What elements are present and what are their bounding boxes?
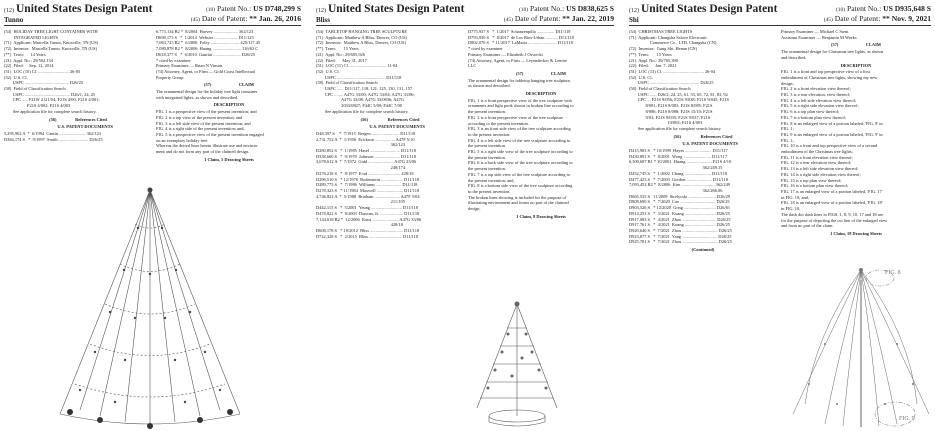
text-line: D478,822 S * 8/2003 Duncan, Jr. ..................... D11/118	[316, 210, 420, 216]
text-line: FIG. 18 is an enlarged view of a portion labeled, 'FIG. 18'	[781, 200, 883, 206]
text-line: D278,323 S * 11/1984 Maxwell ........................ D11/118	[316, 187, 420, 193]
text-line: 10/063; F21S 4/003	[629, 120, 703, 126]
text-line: FIG. 13 is a left side elevation view thereof;	[781, 166, 859, 172]
text-line: 7,144,618 B2 * 12/2006 Ernst ........................ A47G 33/06	[316, 216, 422, 222]
text-line: FIG. 1 is a perspective view of the present invention; and	[156, 109, 257, 115]
patent-number	[519, 4, 614, 13]
text-line: (22) Filed: May 31, 2017	[316, 57, 367, 63]
date-label: Date of Patent:	[514, 14, 561, 23]
text-line: (57) CLAIM	[516, 70, 566, 76]
date-code: (45)	[190, 17, 200, 23]
text-line: U.S. PATENT DOCUMENTS	[668, 141, 738, 147]
light-strings	[793, 270, 929, 427]
text-line: 5,295,902 A * 6/1994 Cantin ........................ 362/123	[4, 130, 101, 136]
text-line: to the present invention.	[468, 188, 511, 194]
text-line: D698,175 S * 1/2014 Webster ..................... D11/125	[156, 34, 254, 40]
text-line: (54) HOLIDAY TREE LIGHT CONTAINER WITH	[4, 29, 98, 34]
text-line: D793,930 S * 8/2017 de Los Rios-Urban ........... D11/118	[468, 34, 574, 40]
text-line: DESCRIPTION	[213, 102, 245, 108]
text-line: D775,937 S * 1/2017 Schanzenpilla ................ D11/118	[468, 29, 571, 34]
text-line: 428/18	[316, 222, 403, 228]
text-line: D903,526 S * 12/2020 Gong ............................. D26/61	[629, 205, 731, 211]
date-stars: **	[562, 14, 570, 23]
text-line: (52) U.S. Cl.	[316, 68, 340, 74]
text-line: (72) Inventor: Gang Shi, Henan (CN)	[629, 46, 698, 52]
title-text: United States Design Patent	[328, 3, 465, 15]
text-line: D917,083 S * 4/2021 Zhao ............................... D26/25	[629, 216, 731, 222]
text-line: FIG. 8 is a bottom side view of the tree sculpture according	[468, 183, 573, 189]
text-line: 362/249.15	[629, 165, 723, 171]
text-line: (74) Attorney, Agent, or Firm — Gold Coast Intellectual	[156, 68, 255, 74]
number-value: US D838,625 S	[566, 4, 614, 13]
patent-number	[206, 4, 301, 13]
text-line: (21) Appl. No.: 29/765,390	[629, 57, 678, 63]
text-line: 362/123	[316, 142, 406, 148]
text-line: as shown and described.	[468, 83, 511, 89]
text-line: See application file for complete search history.	[629, 125, 722, 131]
text-line: The ornamental design for Christmas tree lights, as shown	[781, 49, 884, 55]
text-line: 7,063,725 B2 * 6/2006 Foley .......................... 425/117.45	[156, 40, 261, 46]
text-line: (72) Inventor: Marcella Tunno, Knoxville, TN (US)	[4, 46, 98, 52]
text-line: 4,746,822 A * 5/1988 Bratham ....................... A47F 5/04	[316, 193, 420, 199]
text-line: USPC ............................................. D26/25	[629, 80, 714, 86]
text-line: D48,397 S * 7/1915 Bergen ......................... D11/118	[316, 130, 416, 136]
text-line: D442,115 S * 5/2001 Yeung ............................ D11/118	[316, 205, 418, 211]
text-line: USPC ........................................ D26/25	[4, 80, 84, 86]
date-value: Jan. 26, 2016	[258, 14, 301, 23]
text-line: (52) U.S. Cl.	[4, 74, 28, 80]
text-line: (71) Applicant: Changsha Sslove Electronic	[629, 34, 708, 40]
text-line: FIG. 17 is an enlarged view of a portion labeled, 'FIG. 17'	[781, 188, 883, 194]
date-label: Date of Patent:	[834, 14, 881, 23]
title-code: (12)	[629, 8, 639, 14]
text-line: * cited by examiner	[468, 46, 503, 52]
text-line: (51) LOC (10) Cl. ............................ 26-05	[4, 68, 81, 74]
patent-header	[4, 3, 301, 26]
text-line: The ornamental design for the holiday tree light container	[156, 89, 258, 95]
text-line: D384,174 S * 9/1997 Smith ........................... D26/25	[4, 136, 103, 142]
text-line: 2033/0827; F44C 5/00; F44C 7/00	[316, 103, 402, 109]
text-line: D920,640 S * 7/2021 Zhou ................................ D26/25	[629, 227, 732, 233]
inventor-surname: Shi	[629, 16, 639, 24]
text-line: (58) Field of Classification Search	[4, 86, 66, 92]
text-line: FIG. 7 is a top side view of the tree sculpture according to	[468, 171, 571, 177]
text-line: D276,218 S * 8/1977 Ford ............................. 428/18	[316, 170, 414, 176]
text-line: (**) Term: 15 Years	[316, 46, 359, 52]
text-line: 248/174	[316, 165, 406, 171]
number-label: Patent No.:	[217, 4, 252, 13]
patent-title	[629, 3, 777, 15]
text-line: (71) Applicant: Marcella Tunno, Knoxville, TN (US)	[4, 40, 99, 46]
text-line: FIG. 12 is a rear elevation view thereof;	[781, 160, 852, 166]
text-line: FIG. 1;	[781, 126, 794, 132]
text-line: and form no part of the claim.	[781, 223, 834, 229]
text-line: See application file for complete search history.	[316, 108, 409, 114]
text-line: (22) Filed: Jan. 7, 2021	[629, 63, 677, 69]
text-line: USPC ...... D26/2, 24, 25, 61, 53, 65, 72, 81, 83, 92	[629, 91, 728, 97]
text-line: D802,076 S * 11/2017 LaMaria .......................... D11/118	[468, 40, 573, 46]
text-line: FIG. 9 is an enlarged view of a portion labeled, 'FIG. 9' in	[781, 131, 883, 137]
text-line: The ornamental design for tabletop hanging tree sculpture,	[468, 77, 571, 83]
text-line: CPC ..... F21W 2121/04; F21S 4/00; F21S 4/001;	[4, 97, 100, 103]
number-value: US D935,648 S	[883, 4, 931, 13]
text-line: embodiment of Christmas tree lights, showing my new	[781, 74, 878, 80]
text-line: FIG. 2 is a front elevation view thereof;	[781, 86, 851, 92]
text-line: FIG. 10 is a front and top perspective view of a second	[781, 143, 878, 149]
text-line: design.	[468, 206, 481, 212]
text-line: 6,773,134 B2 * 8/2004 Harvey ...................... 362/123	[156, 29, 254, 34]
date-stars: **	[882, 14, 890, 23]
fig-8-label: FIG. 8	[885, 270, 901, 276]
number-code: (10)	[835, 7, 846, 13]
text-line: (74) Attorney, Agent, or Firm — Leyendecker & Lemire	[468, 57, 568, 63]
text-line: D914,253 S * 3/2021 Kuang ............................ D26/25	[629, 210, 730, 216]
text-line: embodiment of the Christmas tree lights;	[781, 149, 853, 155]
patent-page-tunno	[0, 0, 305, 431]
text-line: FIG. 8 is an enlarged view of a portion labeled, 'FIG. 8' in	[781, 120, 883, 126]
text-line: D452,745 S * 1/2002 Chang ........................ D11/118	[629, 170, 728, 176]
text-line: (72) Inventor: Matthew A Bliss, Denver, CO (US)	[316, 40, 406, 46]
text-line: (22) Filed: Sep. 12, 2014	[4, 63, 54, 69]
text-line: (52) U.S. Cl.	[629, 74, 653, 80]
text-line: (21) Appl. No.: 29/605,926	[316, 51, 365, 57]
patent-left-column	[629, 29, 777, 254]
text-line: USPC ............................................ D11/118	[316, 74, 402, 80]
text-line: FIG. 5 is a right side view of the tree sculpture according to	[468, 149, 573, 155]
text-line: 1 Claim, 8 Drawing Sheets	[516, 213, 566, 219]
number-code: (10)	[205, 7, 216, 13]
text-line: FIG. 4 is a left side view of the tree sculpture according to	[468, 137, 571, 143]
patent-header	[629, 3, 931, 26]
text-line: A47G 33/08; A47G 33/0836; A47G	[316, 97, 404, 103]
text-line: D917,761 S * 4/2021 Kuang ............................ D26/25	[629, 222, 730, 228]
text-line: D618,377 S * 6/2010 Gauriat ......................... D26/25	[156, 51, 256, 57]
text-line: 1 Claim, 5 Drawing Sheets	[204, 156, 254, 162]
text-line: D415,983 S * 10/1999 Hayes ........................ D11/117	[629, 148, 728, 154]
text-line: 211/105	[316, 199, 405, 205]
date-stars: **	[249, 14, 257, 23]
patent-page-shi	[625, 0, 935, 431]
text-line: (56) References Cited	[49, 116, 107, 122]
date-label: Date of Patent:	[201, 14, 248, 23]
text-line: with integrated lights, as shown and described.	[156, 94, 239, 100]
text-line: 9/03; F21S 9/035; F21S 9/037; F21S	[629, 114, 711, 120]
tree-sculpture-drawing	[462, 298, 572, 431]
text-line: in FIG. 10.	[781, 206, 801, 212]
inventor-surname: Tunno	[4, 16, 24, 24]
text-line: FIG. 3 is an front side view of the tree sculpture according	[468, 126, 571, 132]
text-line: Assistant Examiner — Benjamin M Weeks	[781, 34, 857, 40]
tree-outline	[60, 190, 240, 424]
text-line: FIG. 3 is a rear elevation, view thereof;	[781, 92, 851, 98]
patent-date	[824, 14, 931, 23]
text-line: illustrating environment and forms no part of the claimed	[468, 200, 569, 206]
text-line: CPC ... F21S 9/056; F21S 9/038; F21S 9/045; F21S	[629, 97, 729, 103]
text-line: (**) Term: 15 Years	[629, 51, 672, 57]
text-line: (58) Field of Classification Search	[316, 80, 378, 86]
patent-number	[836, 4, 931, 13]
text-line: D722,328 S * 2/2015 Bliss .............................. D11/118	[316, 233, 419, 239]
inventor-surname: Bliss	[316, 16, 331, 24]
text-line: (51) LOC (13) Cl. ..................................... 26-04	[629, 68, 716, 74]
text-line: Primary Examiner — Brian N Vinson	[156, 63, 223, 69]
text-line: D430,891 S * 8/2001 Wong ......................... D11/117	[629, 153, 728, 159]
text-line: in FIG. 10; and,	[781, 194, 809, 200]
text-line: (21) Appl. No.: 29/502,134	[4, 57, 53, 63]
patent-title	[4, 3, 152, 15]
patent-right-column	[156, 29, 302, 163]
text-line: FIG. 14 is a right side elevation view thereof;	[781, 171, 861, 177]
date-value: Nov. 9, 2021	[891, 14, 931, 23]
text-line: FIG. 4 is a left side elevation view thereof;	[781, 97, 857, 103]
text-line: (54) CHRISTMAS TREE LIGHTS	[629, 29, 693, 34]
patent-date	[504, 14, 614, 23]
text-line: for the purpose of depicting the cut line of the enlarged view	[781, 217, 888, 223]
text-line: D923,877 S * 7/2021 Yang ................................ D26/25	[629, 233, 732, 239]
text-line: to the present invention.	[468, 131, 511, 137]
text-line: 2,731,752 A * 1/1956 Erickson .................. A47F 5/10	[316, 136, 415, 142]
text-line: ornaments and light pook shown in broken line according to	[468, 103, 574, 109]
text-line: 362/266.06	[629, 187, 723, 193]
text-line: 7,093,452 B2 * 8/2006 Kim .............................. 362/249	[629, 182, 730, 188]
text-line: FIG. 1 is a front perspective view of the tree sculpture with	[468, 97, 572, 103]
text-line: Primary Examiner — Elizabeth J Oswecki	[468, 51, 543, 57]
text-line: D289,775 S * 7/1986 Williams ....................... D11/118	[316, 182, 418, 188]
text-line: FIG. 6 is a top plan view thereof;	[781, 109, 840, 115]
text-line: the present invention.	[468, 154, 506, 160]
patent-left-column	[316, 29, 464, 239]
text-line: * cited by examiner	[156, 57, 191, 63]
text-line: (57) CLAIM	[204, 82, 254, 88]
text-line: FIG. 5 is a perspective view of the present invention engaged	[156, 131, 264, 137]
text-line: (56) References Cited	[673, 133, 733, 139]
text-line: according to the present invention.	[468, 120, 529, 126]
text-line: D280,852 S * 1/1985 Hasel ........................... D11/118	[316, 148, 416, 154]
text-line: Whereas the dotted lines herein illustrate use and environ-	[156, 143, 259, 149]
date-value: Jan. 22, 2019	[571, 14, 614, 23]
title-text: United States Design Patent	[641, 3, 778, 15]
text-line: D296,510 S * 12/1978 Bodenstein .................... D11/118	[316, 176, 420, 182]
text-line: (58) Field of Classification Search	[629, 86, 691, 92]
fig-9-label: FIG. 9	[899, 416, 915, 422]
text-line: INTEGRATED LIGHTS	[4, 34, 58, 40]
text-line: U.S. PATENT DOCUMENTS	[355, 124, 425, 130]
text-line: DESCRIPTION	[525, 91, 557, 97]
text-line: 8/086; F21S 8/088; F21S 15/10; F21S	[629, 108, 713, 114]
cut-lines	[866, 270, 915, 426]
text-line: DESCRIPTION	[840, 62, 872, 68]
text-line: FIG. 5 is a right side elevation view thereof;	[781, 103, 859, 109]
text-line: (**) Term: 14 Years	[4, 51, 46, 57]
text-line: (Continued)	[691, 247, 715, 253]
number-value: US D748,299 S	[253, 4, 301, 13]
text-line: FIG. 4 is a right side of the present invention; and,	[156, 126, 245, 132]
text-line: design;	[781, 80, 794, 86]
sculpture-outline	[477, 304, 557, 426]
text-line: (71) Applicant: Matthew A Bliss, Denver, CO (US)	[316, 34, 408, 40]
text-line: D665,535 S 11/2009 Strelycski ......................... D26/29	[629, 193, 731, 199]
text-line: FIG. 1 is a front and top perspective view of a first	[781, 69, 871, 75]
text-line: the present invention.	[468, 109, 506, 115]
patent-date	[191, 14, 301, 23]
patent-right-column	[781, 29, 931, 238]
text-line: USPC ...... D11/117, 118, 121, 125, 130, 131, 157	[316, 86, 413, 92]
text-line: Primary Examiner — Michael C Stent	[781, 29, 849, 34]
text-line: Commerce Co., LTD, Changsha (CN)	[629, 40, 717, 46]
text-line: 3,678,612 A * 7/1972 Gidd ....................... A47G 33/06	[316, 159, 417, 165]
number-label: Patent No.:	[847, 4, 882, 13]
patent-page-bliss	[312, 0, 618, 431]
text-line: Property Group	[156, 74, 184, 80]
text-line: D925,781 S * 7/2021 Zhou ................................ D26/25	[629, 239, 732, 245]
text-line: See application file for complete search history.	[4, 108, 97, 114]
text-line: CPC ........ A47G 33/00; A47G 33/04; A47G 33/06;	[316, 91, 415, 97]
text-line: FIG. 15 is a top plan view thereof;	[781, 177, 842, 183]
text-line: D338,660 S * 9/1970 Johnson ....................... D11/118	[316, 153, 416, 159]
text-line: FIG. 2 is a top view of the present invention; and	[156, 114, 243, 120]
text-line: (51) LOC (11) Cl. ................................. 11-04	[316, 63, 398, 69]
text-line: FIG. 11 is a front elevation view thereof;	[781, 154, 853, 160]
text-line: the present invention.	[468, 143, 506, 149]
text-line: 8/081; F21S 8/083; F21S 8/085; F21S	[629, 103, 713, 109]
text-line: ment and do not form any part of the claimed design.	[156, 149, 250, 155]
text-line: FIG. 1;	[781, 137, 794, 143]
text-line: on an exemplary holiday tree.	[156, 137, 209, 143]
patent-header	[316, 3, 614, 26]
text-line: (54) TABLETOP HANGING TREE SCULPTURE	[316, 29, 408, 34]
text-line: FIG. 6 is a back side view of the tree sculpture according to	[468, 160, 573, 166]
title-text: United States Design Patent	[16, 3, 153, 15]
text-line: U.S. PATENT DOCUMENTS	[43, 124, 113, 130]
text-line: F21S 4/002; F21S 4/003	[4, 103, 71, 109]
text-line: LLC	[468, 63, 477, 69]
date-code: (45)	[503, 17, 513, 23]
number-code: (10)	[518, 7, 529, 13]
date-code: (45)	[823, 17, 833, 23]
text-line: The dash dot dash lines in FIGS. 1, 8, 9, 10, 17 and 18 are	[781, 211, 884, 217]
text-line: FIG. 7 is a bottom plan view thereof;	[781, 114, 847, 120]
text-line: USPC ......................................... D26/1, 24, 25	[4, 91, 96, 97]
text-line: D608,178 S * 10/2012 Bliss .............................. D11/118	[316, 227, 420, 233]
text-line: 7,080,878 B2 * 8/2006 Huang .......................... 116/63 C	[156, 46, 259, 52]
title-code: (12)	[316, 8, 326, 14]
text-line: FIG. 3 is a left side view of the present invention; and	[156, 120, 251, 126]
text-line: 1 Claim, 18 Drawing Sheets	[830, 230, 882, 236]
patent-left-column	[4, 29, 152, 142]
christmas-tree-lights-drawing	[785, 264, 933, 431]
text-line: FIG. 2 is a front perspective view of the tree sculpture	[468, 114, 563, 120]
patent-right-column	[468, 29, 614, 221]
text-line: D477,425 S * 7/2003 Gordon ....................... D11/118	[629, 176, 728, 182]
text-line: (57) CLAIM	[831, 42, 881, 48]
text-line: FIG. 16 is a bottom plan view thereof;	[781, 183, 849, 189]
tree-light-container-drawing	[40, 184, 270, 431]
title-code: (12)	[4, 8, 14, 14]
text-line: 6,300,687 B1 * 10/2001 Huang ....................... F21S 4/10	[629, 159, 732, 165]
text-line: The broken lines showing is included for the purpose of	[468, 194, 567, 200]
text-line: the present invention.	[468, 166, 506, 172]
text-line: the present invention; and,	[468, 177, 515, 183]
text-line: (56) References Cited	[360, 116, 420, 122]
patent-title	[316, 3, 464, 15]
text-line: and described.	[781, 54, 807, 60]
text-line: D808,690 S * 7/2020 Cao ................................ D26/25	[629, 199, 730, 205]
number-label: Patent No.:	[530, 4, 565, 13]
